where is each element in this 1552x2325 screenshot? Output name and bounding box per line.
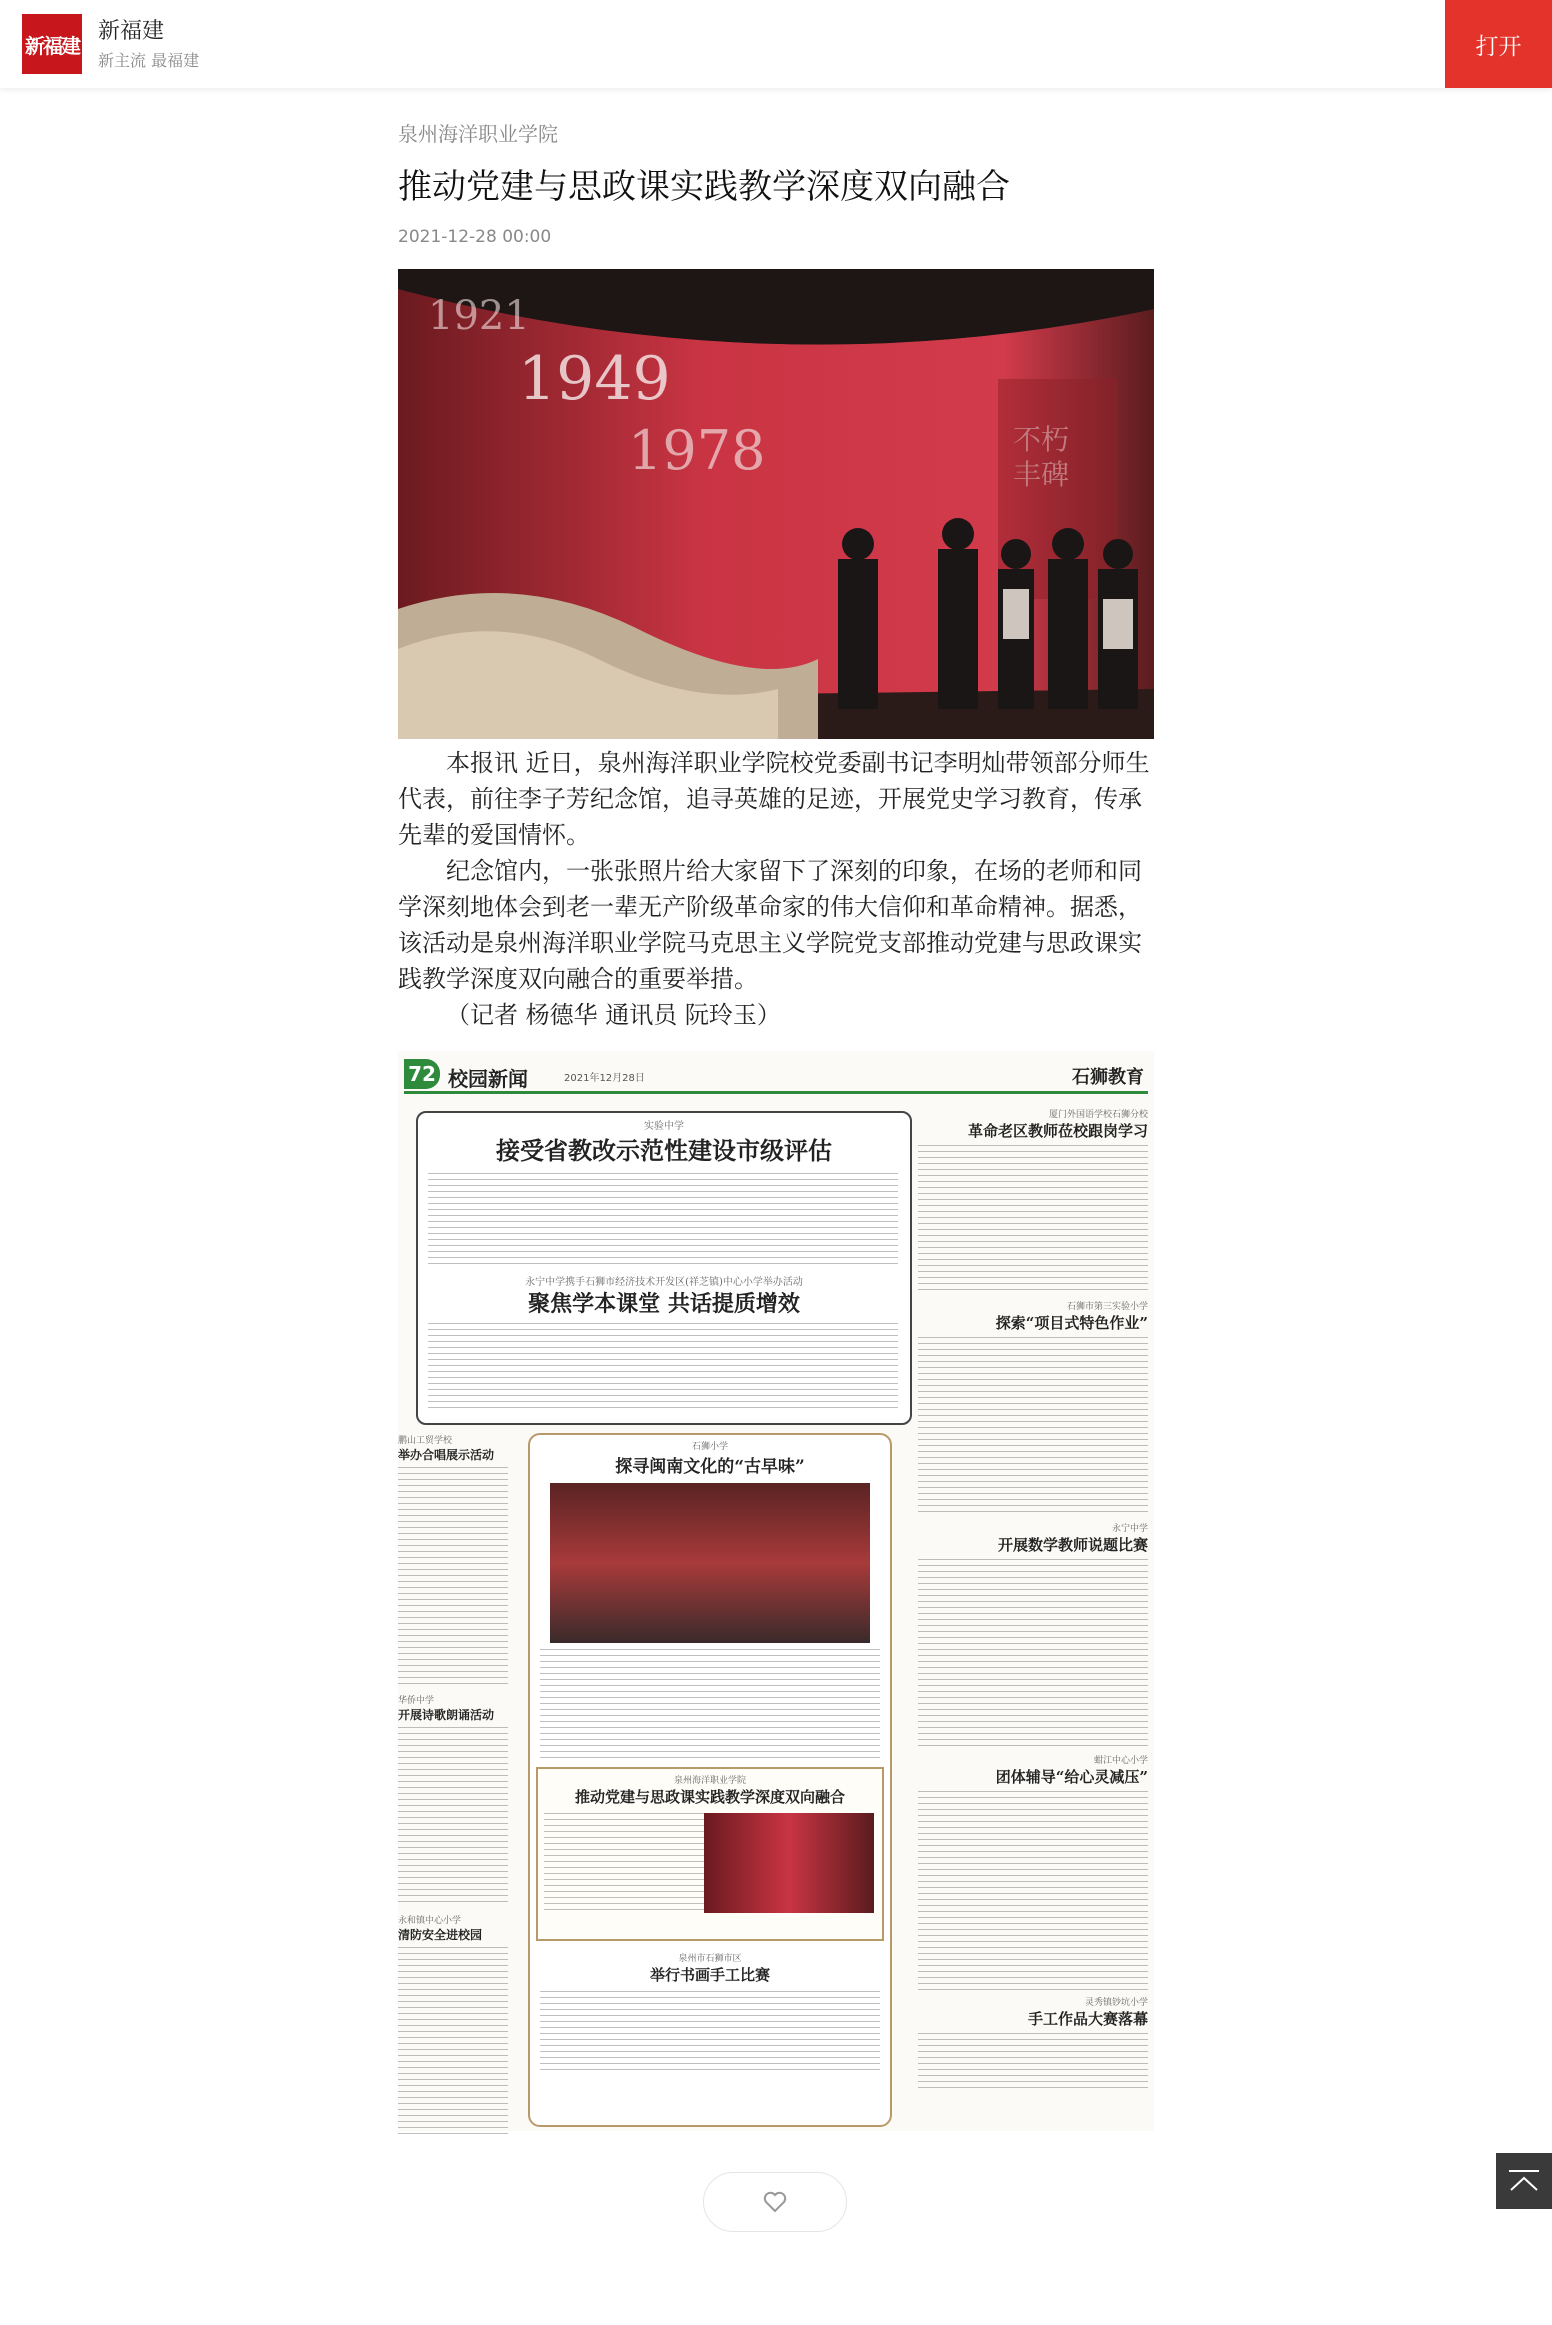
svg-text:1949: 1949	[518, 344, 671, 414]
story-headline: 探寻闽南文化的“古早味”	[615, 1457, 805, 1477]
story-school: 蚶江中心小学	[1093, 1756, 1148, 1766]
paragraph-3: （记者 杨德华 通讯员 阮玲玉）	[446, 1001, 781, 1029]
story-school: 鹏山工贸学校	[398, 1436, 453, 1446]
page-number: 72	[404, 1059, 440, 1089]
article-body	[398, 745, 1154, 1033]
story-headline: 聚焦学本课堂 共话提质增效	[528, 1291, 800, 1317]
svg-text:1978: 1978	[628, 419, 766, 482]
story-headline: 手工作品大赛落幕	[1027, 2010, 1148, 2028]
paper-date: 2021年12月28日	[564, 1073, 645, 1084]
story-headline: 清防安全进校园	[398, 1928, 483, 1942]
story-school: 泉州海洋职业学院	[673, 1776, 746, 1786]
paragraph-2: 纪念馆内，一张张照片给大家留下了深刻的印象，在场的老师和同学深刻地体会到老一辈无产阶级革命家的伟大信仰和革命精神。据悉，该活动是泉州海洋职业学院马克思主义学院党支部推动党建与思政课实践教学深度双向融合的重要举措。	[398, 857, 1142, 993]
svg-text:1921: 1921	[428, 293, 530, 339]
like-button[interactable]	[703, 2172, 847, 2232]
story-headline: 举办合唱展示活动	[398, 1448, 495, 1462]
back-to-top-button[interactable]	[1496, 2153, 1552, 2209]
classroom-photo	[550, 1483, 870, 1643]
story-school: 泉州市石狮市区	[678, 1954, 742, 1964]
museum-photo	[398, 269, 1154, 739]
story-subline: 永宁中学携手石狮市经济技术开发区(祥芝镇)中心小学举办活动	[525, 1277, 803, 1288]
app-banner	[0, 0, 1552, 88]
open-app-button[interactable]: 打开	[1445, 0, 1552, 88]
paper-brand: 石狮教育	[1072, 1067, 1144, 1088]
newspaper-masthead	[404, 1057, 1148, 1094]
story-headline: 团体辅导“给心灵减压”	[995, 1768, 1148, 1786]
story-school: 华侨中学	[398, 1696, 435, 1706]
story-school: 灵秀镇钞坑小学	[1084, 1998, 1148, 2008]
story-headline: 开展数学教师说题比赛	[997, 1536, 1148, 1554]
story-headline: 推动党建与思政课实践教学深度双向融合	[574, 1788, 845, 1806]
left-column	[398, 1433, 508, 2123]
story-school: 实验中学	[644, 1121, 684, 1132]
right-column	[918, 1107, 1148, 2127]
article	[398, 88, 1154, 2131]
story-school: 石狮市第三实验小学	[1066, 1302, 1148, 1312]
app-logo[interactable]: 新福建	[22, 14, 82, 74]
story-headline: 开展诗歌朗诵活动	[398, 1708, 495, 1722]
heart-icon	[763, 2191, 787, 2213]
newspaper-page-image	[398, 1051, 1154, 2131]
article-date: 2021-12-28 00:00	[398, 227, 552, 247]
paragraph-1: 本报讯 近日，泉州海洋职业学院校党委副书记李明灿带领部分师生代表，前往李子芳纪念馆，追寻英雄的足迹，开展党史学习教育，传承先辈的爱国情怀。	[398, 749, 1150, 849]
story-block-center	[528, 1433, 892, 2127]
article-source: 泉州海洋职业学院	[398, 122, 558, 146]
story-headline: 革命老区教师莅校跟岗学习	[967, 1122, 1148, 1140]
story-headline: 探索“项目式特色作业”	[995, 1314, 1148, 1332]
app-slogan: 新主流 最福建	[98, 51, 200, 70]
story-headline: 接受省教改示范性建设市级评估	[496, 1136, 832, 1165]
back-to-top-icon	[1507, 2168, 1541, 2194]
article-title: 推动党建与思政课实践教学深度双向融合	[398, 167, 1010, 207]
app-name: 新福建	[98, 19, 165, 44]
story-school: 永和镇中心小学	[398, 1916, 462, 1926]
story-block-1	[416, 1111, 912, 1425]
museum-thumb	[704, 1813, 874, 1913]
story-headline: 举行书画手工比赛	[649, 1966, 770, 1984]
section-name: 校园新闻	[448, 1067, 528, 1091]
story-school: 永宁中学	[1111, 1524, 1148, 1534]
story-school: 厦门外国语学校石狮分校	[1048, 1110, 1148, 1120]
story-school: 石狮小学	[691, 1442, 728, 1452]
highlighted-story	[536, 1767, 884, 1941]
